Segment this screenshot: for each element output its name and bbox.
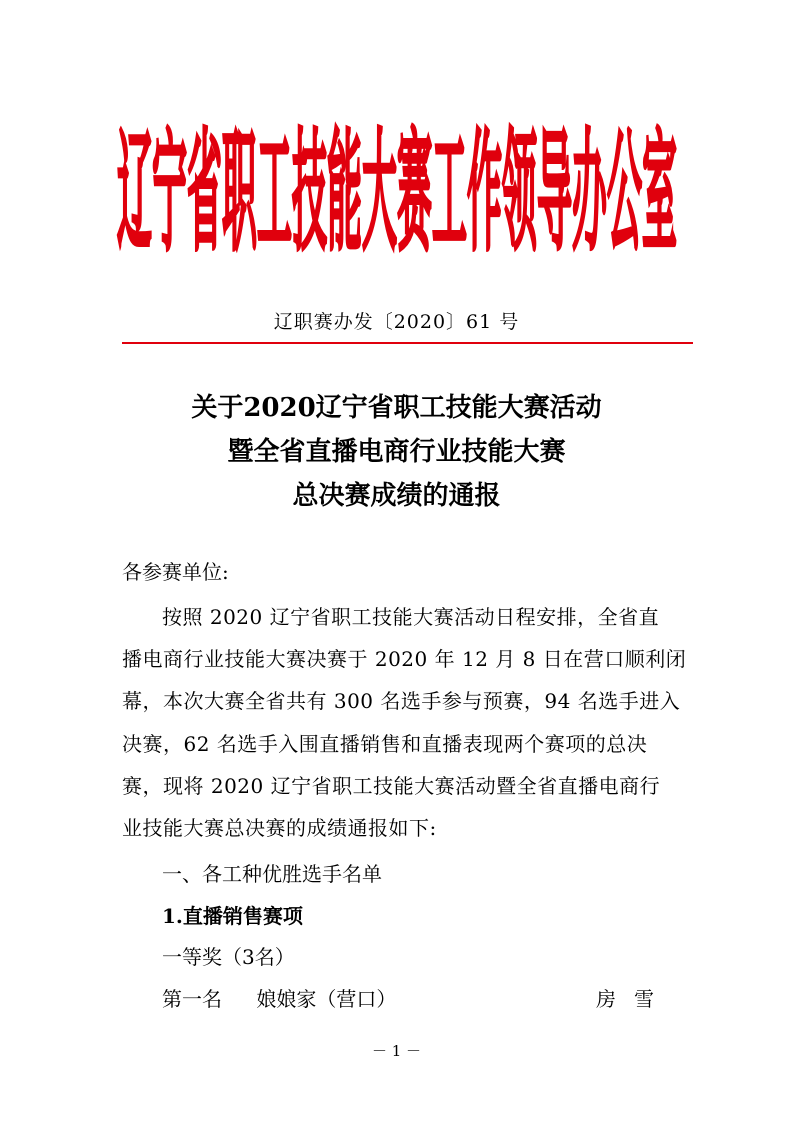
paragraph-line: 按照 2020 辽宁省职工技能大赛活动日程安排，全省直 xyxy=(162,605,660,629)
paragraph-line: 业技能大赛总决赛的成绩通报如下: xyxy=(122,816,437,841)
red-divider-line xyxy=(122,342,693,344)
paragraph-line: 决赛，62 名选手入围直播销售和直播表现两个赛项的总决 xyxy=(122,731,648,756)
title-line-2: 暨全省直播电商行业技能大赛 xyxy=(227,437,566,467)
paragraph-line: 幕，本次大赛全省共有 300 名选手参与预赛，94 名选手进入 xyxy=(122,689,681,714)
paragraph-line: 播电商行业技能大赛决赛于 2020 年 12 月 8 日在营口顺利闭 xyxy=(122,647,687,672)
document-number: 辽职赛办发〔2020〕61 号 xyxy=(273,311,520,333)
winner-rank: 第一名 xyxy=(162,987,222,1011)
subsection-heading: 1.直播销售赛项 xyxy=(162,904,303,928)
paragraph-line: 赛，现将 2020 辽宁省职工技能大赛活动暨全省直播电商行 xyxy=(122,773,661,798)
title-line-1: 关于2020辽宁省职工技能大赛活动 xyxy=(191,393,602,423)
salutation: 各参赛单位: xyxy=(122,560,229,584)
document-title xyxy=(0,386,793,518)
winner-unit: 娘娘家（营口） xyxy=(256,987,397,1011)
page-number: － 1 － xyxy=(371,1042,422,1060)
winner-name: 房雪 xyxy=(596,987,672,1011)
section-heading: 一、各工种优胜选手名单 xyxy=(162,862,382,886)
winner-row xyxy=(162,983,672,1012)
body-paragraph xyxy=(122,596,687,849)
title-line-3: 总决赛成绩的通报 xyxy=(292,481,501,511)
org-letterhead-title xyxy=(112,118,682,268)
prize-level: 一等奖（3名） xyxy=(162,945,295,969)
org-title-text: 辽宁省职工技能大赛工作领导办公室 xyxy=(117,116,677,270)
